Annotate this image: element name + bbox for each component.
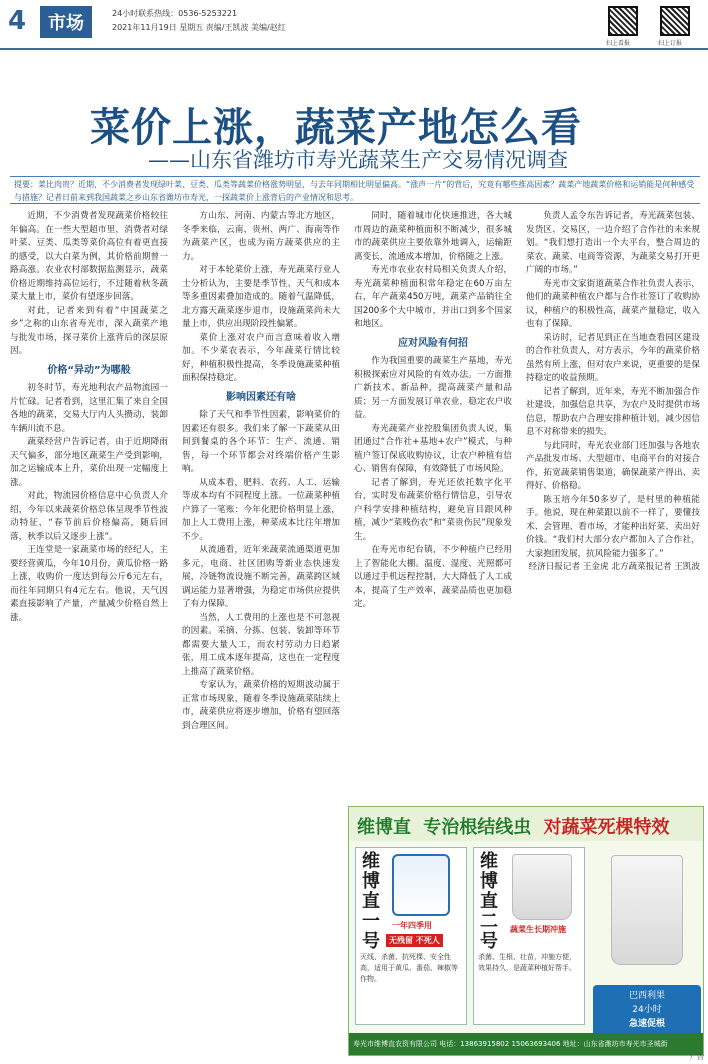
paragraph: 方山东、河南、内蒙古等北方地区，冬季来临，云南、贵州、两广、海南等作为蔬菜产区，也成为南方蔬菜供应的主力。 (182, 211, 340, 262)
headline: 菜价上涨，蔬菜产地怎么看 (90, 104, 582, 151)
paragraph: 除了天气和季节性因素，影响菜价的因素还有很多。我们来了解一下蔬菜从田间到餐桌的各个环节：生产、流通、销售，每一个环节都会对终端价格产生影响。 (182, 410, 340, 474)
product-2-desc: 杀菌、生根、壮苗，冲施方便，效果持久，是蔬菜种植好帮手。 (478, 953, 576, 972)
section-label: 市场 (40, 6, 92, 38)
paragraph: 在寿光市纪台镇，不少种植户已经用上了智能化大棚。温度、湿度、光照都可以通过手机远程控制，大大降低了人工成本，提高了生产效率，蔬菜品质也更加稳定。 (354, 545, 512, 609)
qr-label-1: 扫上看报 (606, 40, 631, 47)
promo-line-3: 急速促根 (628, 1019, 665, 1029)
section-heading: 应对风险有何招 (398, 337, 468, 349)
paragraph: 王连堂是一家蔬菜市场的经纪人，主要经营黄瓜，今年10月份，黄瓜价格一路上涨，收购价一度达到每公斤6元左右，而往年同期只有4元左右。他说，天气因素直接影响了产量，产量减少价格自然上涨。 (10, 545, 168, 623)
ad-footer: 寿光市维博直农资有限公司 电话：13863915802 15063693406 地址：山东省潍坊市寿光市圣城街 (349, 1033, 704, 1055)
paragraph: 作为我国重要的蔬菜生产基地，寿光积极探索应对风险的有效办法。一方面推广新技术、新品种，提高蔬菜产量和品质；另一方面发展订单农业，稳定农户收益。 (354, 356, 512, 420)
paragraph: 从成本看，肥料、农药、人工、运输等成本均有不同程度上涨。一位蔬菜种植户算了一笔账：今年化肥价格明显上涨，加上人工费用上涨，种菜成本比往年增加不少。 (182, 477, 340, 542)
hotline-text: 24小时联系热线：0536-5253221 (112, 9, 238, 18)
paragraph: 寿光蔬菜产业控股集团负责人说，集团通过“合作社+基地+农户”模式，与种植户签订保底收购协议，让农户种植有信心、销售有保障，有效降低了市场风险。 (354, 423, 512, 474)
byline: 经济日报记者 王金虎 北方蔬菜报记者 王凯波 (528, 562, 700, 572)
paragraph: 对于本轮菜价上涨，寿光蔬菜行业人士分析认为，主要是季节性、天气和成本等多重因素叠加造成的。随着气温降低，北方露天蔬菜逐步退市，设施蔬菜尚未大量上市，供应出现阶段性偏紧。 (182, 265, 340, 329)
page-number: 4 (8, 6, 27, 36)
paragraph: 初冬时节，寿光地利农产品物流园一片忙碌。记者看到，这里汇集了来自全国各地的蔬菜，交易大厅内人头攒动，装卸车辆川流不息。 (10, 383, 168, 434)
qr-code-icon (608, 6, 638, 36)
ad-title-green: 专治根结线虫 (423, 817, 532, 838)
paragraph: 对此，记者来到有着“中国蔬菜之乡”之称的山东省寿光市，深入蔬菜产地与批发市场，探寻菜价上涨背后的深层原因。 (10, 305, 168, 356)
article-summary: 提要：菜比肉贵？近期，不少消费者发现绿叶菜、豆类、瓜类等蔬菜价格涨势明显，与去年同期相比明显偏高。“涨声一片”的背后，究竟有哪些推高因素？蔬菜产地蔬菜价格和运销能是何种感受与措施？记者日前来到我国蔬菜之乡山东省潍坊市寿光，一探蔬菜价上涨背后的产业情况和思考。 (10, 176, 700, 204)
paragraph: 当然，人工费用的上涨也是不可忽视的因素。采摘、分拣、包装、装卸等环节都需要大量人工，而农村劳动力日趋紧张，用工成本逐年提高，这也在一定程度上推高了蔬菜价格。 (182, 612, 340, 677)
ad-brand: 维博直 (357, 817, 411, 838)
article-column-3 (354, 210, 512, 800)
bucket-icon (611, 855, 683, 965)
article-column-4 (526, 210, 700, 800)
paragraph: 专家认为，蔬菜价格的短期波动属于正常市场现象，随着冬季设施蔬菜陆续上市，蔬菜供应将逐步增加，价格有望回落到合理区间。 (182, 680, 340, 731)
paragraph: 负责人孟令东告诉记者，寿光蔬菜包装、发货区、交易区，一边介绍了合作社的未来规划。“我们想打造出一个大平台，整合周边的菜农、蔬菜、电商等资源，为蔬菜交易打开更广阔的市场。” (526, 211, 700, 275)
advertisement (348, 806, 704, 1056)
product-1-panel (355, 847, 467, 1025)
promo-line-1: 巴西利果 (628, 991, 665, 1001)
qr-code-icon (660, 6, 690, 36)
qr-label-2: 扫上订报 (658, 40, 683, 47)
paragraph: 从流通看，近年来蔬菜流通渠道更加多元，电商、社区团购等新业态快速发展，冷链物流设施不断完善，蔬菜跨区域调运能力显著增强，为稳定市场供应提供了有力保障。 (182, 545, 340, 609)
ad-title (349, 807, 704, 841)
ad-title-red: 对蔬菜死棵特效 (543, 817, 670, 838)
paragraph: 菜价上涨对农户而言意味着收入增加。不少菜农表示，今年蔬菜行情比较好，种植积极性提高，冬季设施蔬菜种植面积保持稳定。 (182, 332, 340, 383)
paragraph: 记者了解到，近年来，寿光不断加强合作社建设，加强信息共享，为农户及时提供市场信息，帮助农户合理安排种植计划，减少因信息不对称带来的损失。 (526, 386, 700, 437)
paragraph: 寿光市文家街道蔬菜合作社负责人表示，他们的蔬菜种植农户都与合作社签订了收购协议，种植户的积极性高，蔬菜产量稳定，收入也有了保障。 (526, 278, 700, 329)
product-2-name: 维博直二号 (480, 851, 498, 952)
paragraph: 陈玉培今年50多岁了，是村里的种植能手。他说，现在种菜跟以前不一样了，要懂技术、会管理、看市场，才能种出好菜、卖出好价钱。“我们村大部分农户都加入了合作社，大家抱团发展，抗风险能力强多了。” (526, 494, 700, 559)
bottle-icon (392, 854, 450, 916)
section-heading: 价格“异动”为哪般 (47, 364, 131, 376)
subheadline: ——山东省潍坊市寿光蔬菜生产交易情况调查 (148, 148, 568, 172)
bucket-icon (512, 854, 572, 920)
paragraph: 同时，随着城市化快速推进，各大城市周边的蔬菜种植面积不断减少，很多城市的蔬菜供应主要依靠外地调入，运输距离变长，流通成本增加，价格随之上涨。 (354, 211, 512, 262)
product-1-name: 维博直一号 (362, 851, 380, 952)
date-info: 2021年11月19日 星期五 责编/王凯波 美编/赵红 (112, 23, 286, 32)
article-column-1 (10, 210, 168, 1046)
page-header (0, 0, 708, 50)
article-column-2 (182, 210, 340, 1046)
promo-line-2: 24小时 (632, 1005, 662, 1015)
paragraph: 与此同时，寿光农业部门还加强与各地农产品批发市场、大型超市、电商平台的对接合作，拓宽蔬菜销售渠道，确保蔬菜产得出、卖得好、价格稳。 (526, 440, 700, 491)
paragraph: 对此，物流园价格信息中心负责人介绍，今年以来蔬菜价格总体呈现季节性波动特征，“春节前后价格偏高，随后回落，秋季以后又逐步上涨”。 (10, 491, 168, 542)
product-2-panel (473, 847, 585, 1025)
paragraph: 近期，不少消费者发现蔬菜价格较往年偏高。在一些大型超市里，消费者对绿叶菜、豆类、瓜类等菜价高位有着更直接的感受，以大白菜为例，其价格前期曾一路高涨。农业农村部数据监测显示，蔬菜价格近期维持高位运行，不过随着秋冬蔬菜大量上市，菜价有望逐步回落。 (10, 211, 168, 302)
paragraph: 寿光市农业农村局相关负责人介绍，寿光蔬菜种植面积常年稳定在60万亩左右，年产蔬菜450万吨，蔬菜产品销往全国200多个大中城市，并出口到多个国家和地区。 (354, 265, 512, 329)
ad-label: 广告 (690, 1053, 704, 1061)
promo-box-lower (593, 1003, 701, 1033)
product-1-tag: 一年四季用 (392, 921, 432, 930)
paragraph: 采访时，记者见到正在当地查看园区建设的合作社负责人，对方表示，今年的蔬菜价格虽然有所上涨，但对农户来说，更重要的是保持稳定的收益预期。 (526, 332, 700, 383)
paragraph: 蔬菜经营户告诉记者，由于近期降雨天气偏多，部分地区蔬菜生产受到影响，加之运输成本上升，菜价出现一定幅度上涨。 (10, 437, 168, 488)
paragraph: 记者了解到，寿光还依托数字化平台，实时发布蔬菜价格行情信息，引导农户科学安排种植结构，避免盲目跟风种植，减少“菜贱伤农”和“菜贵伤民”现象发生。 (354, 477, 512, 542)
product-1-desc: 灭线、杀菌、抗死棵、安全性高，适用于黄瓜、番茄、辣椒等作物。 (360, 953, 458, 983)
section-heading: 影响因素还有啥 (226, 391, 296, 403)
product-1-tag-2: 无残留 不死人 (386, 934, 443, 947)
product-2-tag: 蔬菜生长期冲施 (510, 925, 566, 934)
